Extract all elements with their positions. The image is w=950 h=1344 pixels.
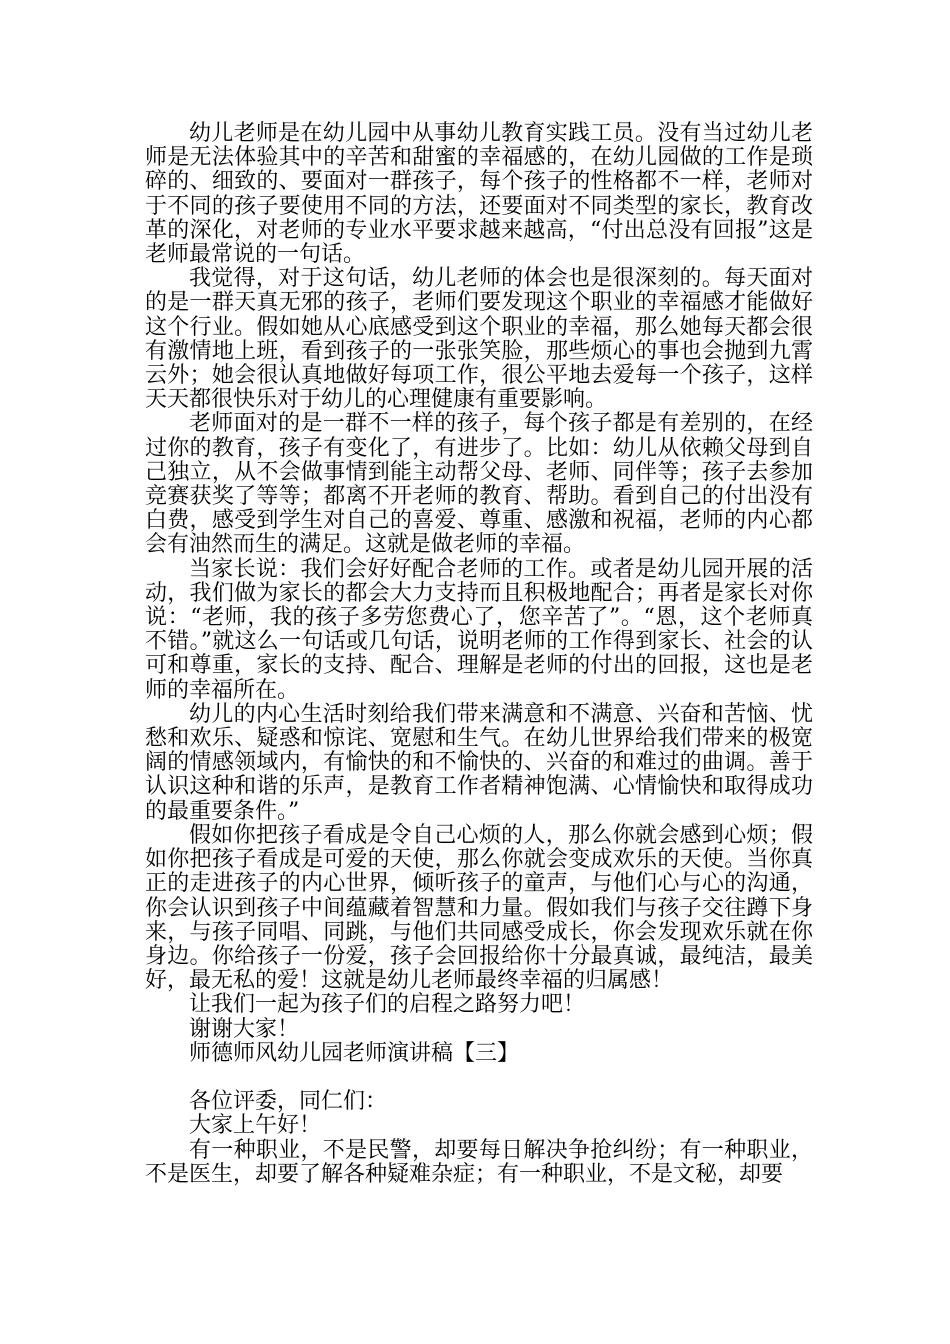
section-heading: 师德师风幼儿园老师演讲稿【三】 <box>189 1040 520 1066</box>
greeting-line: 大家上午好！ <box>189 1113 322 1139</box>
paragraph-4: 当家长说：我们会好好配合老师的工作。或者是幼儿园开展的活动，我们做为家长的都会大力支持而且积极地配合；再者是家长对你说：“老师，我的孩子多劳您费心了，您辛苦了”。“恩，这个老师真不错。”就这么一句话或几句话，说明老师的工作得到家长、社会的认可和尊重，家长的支持、配合、理解是老师的付出的回报，这也是老师的幸福所在。 <box>145 556 813 703</box>
paragraph-3: 老师面对的是一群不一样的孩子，每个孩子都是有差别的，在经过你的教育，孩子有变化了，有进步了。比如：幼儿从依赖父母到自己独立，从不会做事情到能主动帮父母、老师、同伴等；孩子去参加竞赛获奖了等等；都离不开老师的教育、帮助。看到自己的付出没有白费，感受到学生对自己的喜爱、尊重、感激和祝福，老师的内心都会有油然而生的满足。这就是做老师的幸福。 <box>145 411 813 558</box>
document-page <box>145 122 813 1187</box>
thanks-line: 谢谢大家！ <box>189 1016 300 1042</box>
closing-line: 让我们一起为孩子们的启程之路努力吧！ <box>189 992 586 1018</box>
blank-line <box>145 1066 813 1090</box>
paragraph-6: 假如你把孩子看成是令自己心烦的人，那么你就会感到心烦；假如你把孩子看成是可爱的天使，那么你就会变成欢乐的天使。当你真正的走进孩子的内心世界，倾听孩子的童声，与他们心与心的沟通，你会认识到孩子中间蕴藏着智慧和力量。假如我们与孩子交往蹲下身来，与孩子同唱、同跳，与他们共同感受成长，你会发现欢乐就在你身边。你给孩子一份爱，孩子会回报给你十分最真诚，最纯洁，最美好，最无私的爱！这就是幼儿老师最终幸福的归属感！ <box>145 822 813 994</box>
paragraph-2: 我觉得，对于这句话，幼儿老师的体会也是很深刻的。每天面对的是一群天真无邪的孩子，老师们要发现这个职业的幸福感才能做好这个行业。假如她从心底感受到这个职业的幸福，那么她每天都会很有激情地上班，看到孩子的一张张笑脸，那些烦心的事也会抛到九霄云外；她会很认真地做好每项工作，很公平地去爱每一个孩子，这样天天都很快乐对于幼儿的心理健康有重要影响。 <box>145 266 813 413</box>
paragraph-1: 幼儿老师是在幼儿园中从事幼儿教育实践工员。没有当过幼儿老师是无法体验其中的辛苦和甜蜜的幸福感的，在幼儿园做的工作是琐碎的、细致的、要面对一群孩子，每个孩子的性格都不一样，老师对于不同的孩子要使用不同的方法，还要面对不同类型的家长，教育改革的深化，对老师的专业水平要求越来越高，“付出总没有回报”这是老师最常说的一句话。 <box>145 121 813 268</box>
last-paragraph: 有一种职业，不是民警，却要每日解决争抢纠纷；有一种职业，不是医生，却要了解各种疑难杂症；有一种职业，不是文秘，却要 <box>145 1137 813 1187</box>
salutation-line: 各位评委，同仁们： <box>189 1089 388 1115</box>
paragraph-5: 幼儿的内心生活时刻给我们带来满意和不满意、兴奋和苦恼、忧愁和欢乐、疑惑和惊诧、宽慰和生气。在幼儿世界给我们带来的极宽阔的情感领域内，有愉快的和不愉快的、兴奋的和难过的曲调。善于认识这种和谐的乐声，是教育工作者精神饱满、心情愉快和取得成功的最重要条件。” <box>145 701 813 824</box>
